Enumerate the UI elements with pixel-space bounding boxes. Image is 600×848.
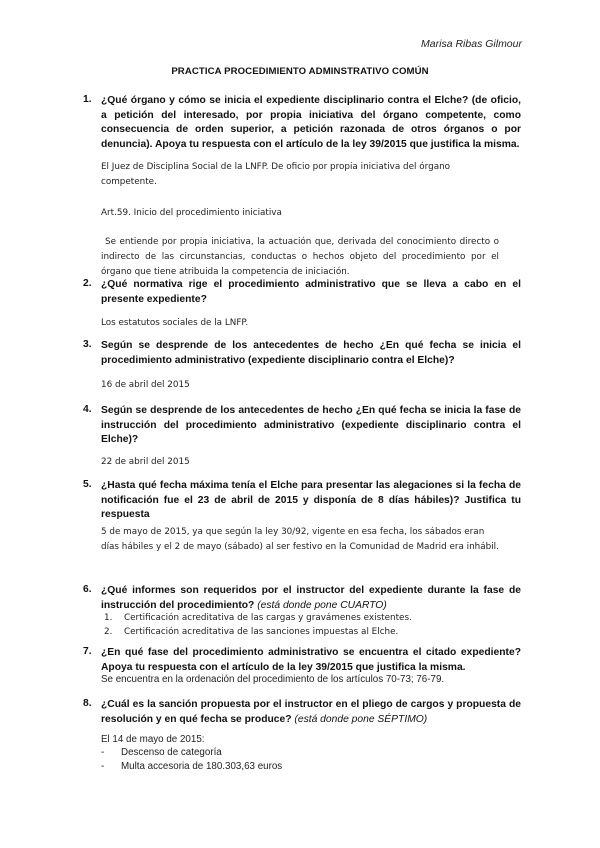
question-note: (está donde pone SÉPTIMO) xyxy=(294,713,428,725)
author-name: Marisa Ribas Gilmour xyxy=(421,38,522,50)
answer-text: El 14 de mayo de 2015: xyxy=(101,734,205,745)
question-text: Según se desprende de los antecedentes de hecho ¿En qué fecha se inicia el procedimiento administrativo (expediente disciplinario contra el Elche)? xyxy=(101,340,521,366)
question-text: ¿En qué fase del procedimiento administrativo se encuentra el citado expediente? Apoya tu respuesta con el artículo de la ley 39/2015 que justifica la misma. xyxy=(101,647,521,673)
question-5 xyxy=(83,479,521,552)
list-item: 2. Certificación acreditativa de las sanciones impuestas al Elche. xyxy=(104,626,399,637)
answer-text: Se encuentra en la ordenación del procedimiento de los artículos 70-73; 76-79. xyxy=(101,674,445,685)
question-1 xyxy=(83,94,521,277)
question-number: 5. xyxy=(83,479,92,490)
question-4 xyxy=(83,404,521,467)
question-text: ¿Qué informes son requeridos por el instructor del expediente durante la fase de instrucción del procedimiento? xyxy=(101,585,521,611)
answer-article-text: Se entiende por propia iniciativa, la actuación que, derivada del conocimiento directo o indirecto de las circunstancias, conductas o hechos objeto del procedimiento por el órgano que tiene atribuida la competencia de iniciación. xyxy=(101,237,499,277)
answer-article: Art.59. Inicio del procedimiento iniciativa xyxy=(101,208,282,218)
list-item: - Multa accesoria de 180.303,63 euros xyxy=(101,760,283,772)
question-number: 4. xyxy=(83,404,92,415)
list-item: - Descenso de categoría xyxy=(101,747,222,758)
answer-text: 22 de abril del 2015 xyxy=(101,457,190,467)
question-number: 6. xyxy=(83,584,92,595)
answer-text: Los estatutos sociales de la LNFP. xyxy=(101,318,249,328)
answer-text: El Juez de Disciplina Social de la LNFP. De oficio por propia iniciativa del órgano competente. xyxy=(101,162,451,187)
question-number: 2. xyxy=(83,278,92,289)
question-7 xyxy=(83,646,521,685)
sanction-list xyxy=(101,746,501,773)
document-title: PRACTICA PROCEDIMIENTO ADMINSTRATIVO COMÚN xyxy=(171,66,429,77)
required-reports-list xyxy=(101,612,501,639)
question-number: 7. xyxy=(83,646,92,657)
question-number: 3. xyxy=(83,339,92,350)
question-note: (está donde pone CUARTO) xyxy=(257,599,387,611)
question-2 xyxy=(83,278,521,328)
question-text: Según se desprende de los antecedentes de hecho ¿En qué fecha se inicia la fase de instrucción del procedimiento administrativo (expediente disciplinario contra el Elche)? xyxy=(101,405,521,445)
question-text: ¿Cuál es la sanción propuesta por el instructor en el pliego de cargos y propuesta de resolución y en qué fecha se produce? xyxy=(101,699,521,725)
question-3 xyxy=(83,339,521,390)
question-text: ¿Hasta qué fecha máxima tenía el Elche para presentar las alegaciones si la fecha de notificación fue el 23 de abril de 2015 y disponía de 8 días hábiles)? Justifica tu respuesta xyxy=(101,480,521,520)
list-item: 1. Certificación acreditativa de las cargas y gravámenes existentes. xyxy=(104,613,412,623)
question-8 xyxy=(83,698,521,772)
question-number: 1. xyxy=(83,94,92,105)
question-6 xyxy=(83,584,521,637)
question-text: ¿Qué órgano y cómo se inicia el expediente disciplinario contra el Elche? (de oficio, a petición del interesado, por propia iniciativa del órgano competente, como consecuencia de orden superior, a petición razonada de otros órganos o por denuncia). Apoya tu respuesta con el artículo de la ley 39/2015 que justifica la misma. xyxy=(101,95,521,150)
answer-text: 16 de abril del 2015 xyxy=(101,380,190,390)
answer-text: 5 de mayo de 2015, ya que según la ley 30/92, vigente en esa fecha, los sábados eran días hábiles y el 2 de mayo (sábado) al ser festivo en la Comunidad de Madrid era inhábil. xyxy=(101,527,499,552)
question-text: ¿Qué normativa rige el procedimiento administrativo que se lleva a cabo en el presente expediente? xyxy=(101,279,521,305)
question-number: 8. xyxy=(83,698,92,709)
